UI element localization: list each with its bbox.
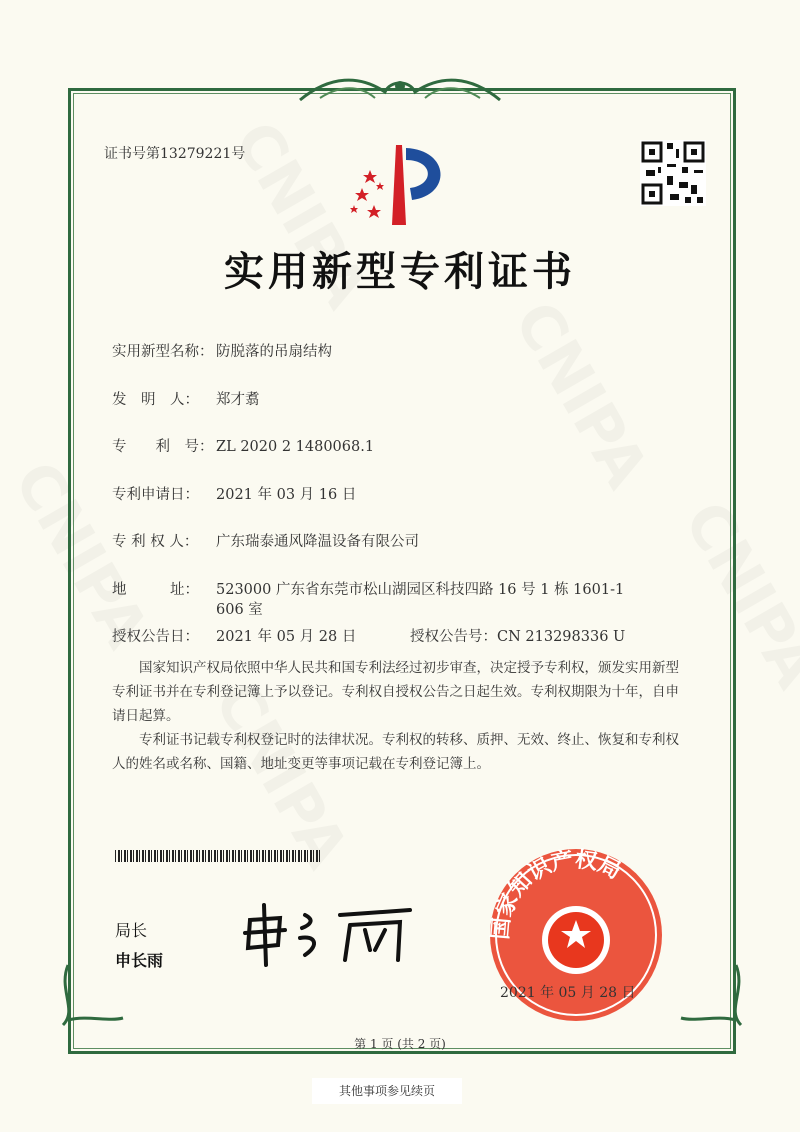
field-value: ZL 2020 2 1480068.1	[216, 439, 375, 455]
cnipa-logo	[340, 140, 460, 230]
field-value: CN 213298336 U	[497, 629, 626, 645]
page-number: 第 1 页 (共 2 页)	[354, 1037, 446, 1051]
signer-title: 局长	[115, 921, 148, 940]
seal-date: 2021 年 05 月 28 日	[500, 985, 636, 1001]
corner-ornament-right	[676, 960, 746, 1030]
field-label: 发 明 人：	[112, 392, 199, 408]
seal-text: 国家知识产权局	[488, 847, 625, 941]
field-inventor	[112, 388, 260, 409]
field-patent-number	[112, 435, 374, 456]
paragraph-legal-status: 专利证书记载专利权登记时的法律状况。专利权的转移、质押、无效、终止、恢复和专利权人的姓名或名称、国籍、地址变更等事项记载在专利登记簿上。	[112, 732, 679, 772]
field-address	[112, 578, 624, 599]
field-utility-model-name	[112, 340, 332, 361]
top-ornament	[290, 70, 510, 110]
field-label: 专利申请日：	[112, 487, 199, 503]
field-label: 授权公告日：	[112, 629, 199, 645]
paragraph-grant: 国家知识产权局依照中华人民共和国专利法经过初步审查，决定授予专利权，颁发实用新型专利证书并在专利登记簿上予以登记。专利权自授权公告之日起生效。专利权期限为十年，自申请日起算。	[112, 660, 679, 724]
field-label: 实用新型名称：	[112, 344, 214, 360]
continuation-note: 其他事项参见续页	[312, 1078, 462, 1104]
field-label: 地 址：	[112, 582, 199, 598]
field-value: 郑才翥	[216, 392, 260, 408]
certificate-number: 证书号第13279221号	[104, 146, 246, 162]
barcode	[115, 850, 320, 862]
field-application-date	[112, 483, 356, 504]
field-publication-number	[410, 625, 625, 646]
field-value: 防脱落的吊扇结构	[216, 344, 332, 360]
field-grant-date	[112, 625, 356, 646]
qr-code	[640, 140, 706, 206]
handwritten-signature	[240, 900, 420, 970]
page-title: 实用新型专利证书	[224, 249, 576, 295]
field-label: 专 利 权 人：	[112, 534, 199, 550]
field-label: 专 利 号：	[112, 439, 214, 455]
field-address-line2: 606 室	[216, 602, 263, 618]
field-label: 授权公告号：	[410, 629, 497, 645]
field-value: 广东瑞泰通风降温设备有限公司	[216, 534, 419, 550]
field-value: 2021 年 05 月 28 日	[216, 629, 357, 645]
field-value: 523000 广东省东莞市松山湖园区科技四路 16 号 1 栋 1601-1	[216, 582, 625, 598]
signer-name: 申长雨	[115, 951, 164, 970]
field-value: 2021 年 03 月 16 日	[216, 487, 357, 503]
field-patentee	[112, 530, 419, 551]
